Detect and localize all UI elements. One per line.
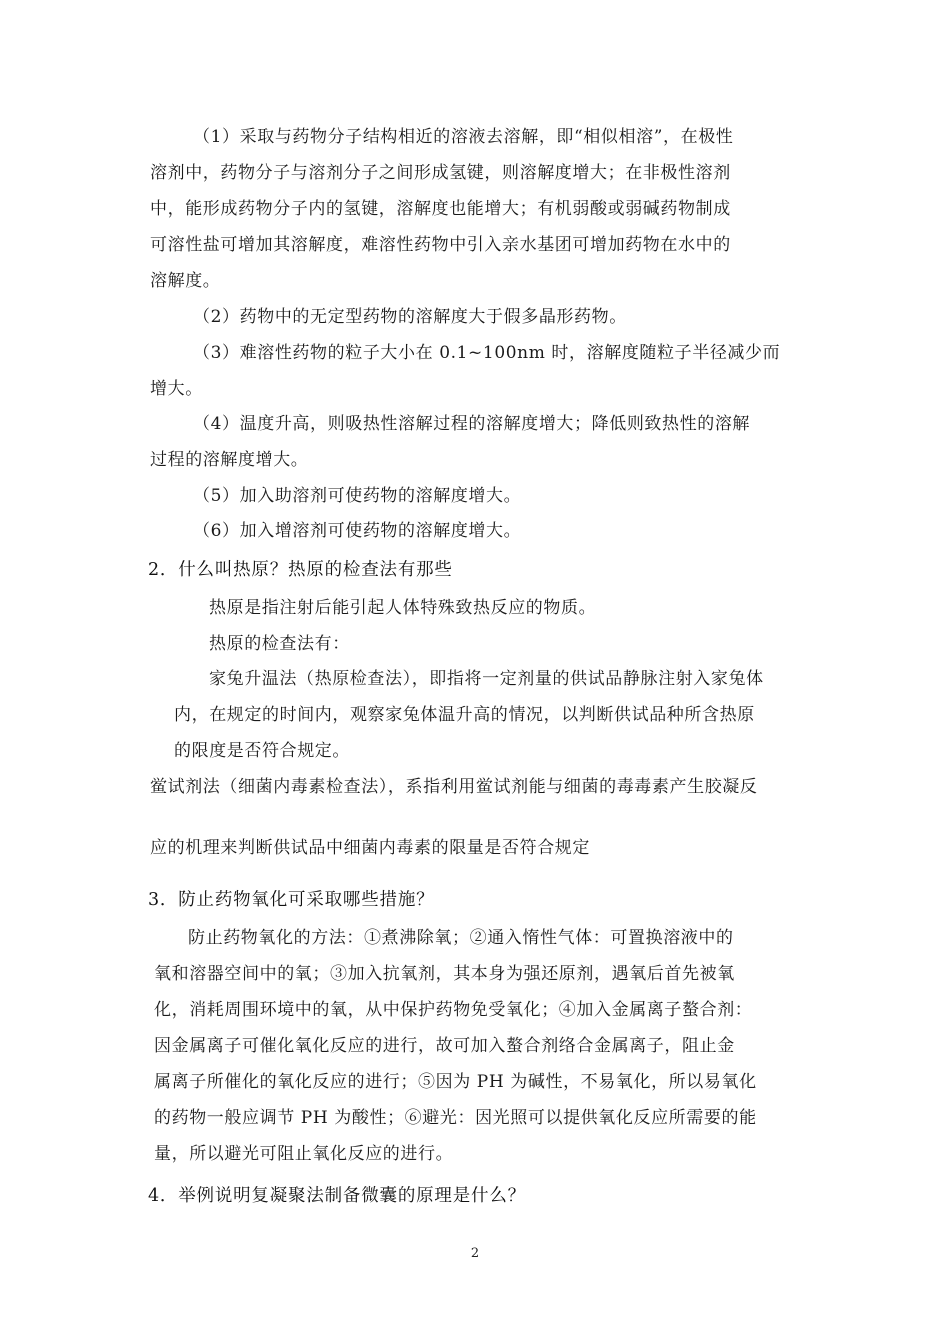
page-number: 2 [470,1246,480,1261]
question-title: 4．举例说明复凝聚法制备微囊的原理是什么？ [148,1186,526,1206]
paragraph-line: 溶解度。 [150,271,221,291]
paragraph-line: （1）采取与药物分子结构相近的溶液去溶解，即“相似相溶”，在极性 [193,127,734,147]
paragraph-line: 可溶性盐可增加其溶解度，难溶性药物中引入亲水基团可增加药物在水中的 [150,235,731,255]
paragraph-line: 溶剂中，药物分子与溶剂分子之间形成氢键，则溶解度增大；在非极性溶剂 [150,163,731,183]
question-title: 3．防止药物氧化可采取哪些措施？ [148,890,435,910]
paragraph-line: 热原的检查法有： [209,634,350,654]
paragraph-line: 量，所以避光可阻止氧化反应的进行。 [154,1144,454,1164]
question-title: 2．什么叫热原？热原的检查法有那些 [148,560,453,580]
paragraph-line: 热原是指注射后能引起人体特殊致热反应的物质。 [209,598,597,618]
paragraph-line: （6）加入增溶剂可使药物的溶解度增大。 [193,521,522,541]
paragraph-line: 内，在规定的时间内，观察家兔体温升高的情况，以判断供试品种所含热原 [174,705,755,725]
paragraph-line: 防止药物氧化的方法：①煮沸除氧；②通入惰性气体：可置换溶液中的 [188,928,734,948]
paragraph-line: 化，消耗周围环境中的氧，从中保护药物免受氧化；④加入金属离子螯合剂： [154,1000,753,1020]
paragraph-line: 的限度是否符合规定。 [174,741,350,761]
paragraph-line: 中，能形成药物分子内的氢键，溶解度也能增大；有机弱酸或弱碱药物制成 [150,199,731,219]
paragraph-line: 因金属离子可催化氧化反应的进行，故可加入螯合剂络合金属离子，阻止金 [154,1036,735,1056]
paragraph-line: 过程的溶解度增大。 [150,450,309,470]
paragraph-line: 氧和溶器空间中的氧；③加入抗氧剂，其本身为强还原剂，遇氧后首先被氧 [154,964,735,984]
paragraph-line: 家兔升温法（热原检查法），即指将一定剂量的供试品静脉注射入家兔体 [209,669,764,689]
paragraph-line: 增大。 [150,379,203,399]
paragraph-line: 鲎试剂法（细菌内毒素检查法），系指利用鲎试剂能与细菌的毒毒素产生胶凝反 [150,777,758,797]
paragraph-line: （3）难溶性药物的粒子大小在 0.1~100nm 时，溶解度随粒子半径减少而 [193,343,781,363]
paragraph-line: （4）温度升高，则吸热性溶解过程的溶解度增大；降低则致热性的溶解 [193,414,751,434]
paragraph-line: （2）药物中的无定型药物的溶解度大于假多晶形药物。 [193,307,627,327]
paragraph-line: （5）加入助溶剂可使药物的溶解度增大。 [193,486,522,506]
paragraph-line: 应的机理来判断供试品中细菌内毒素的限量是否符合规定 [150,838,590,858]
paragraph-line: 属离子所催化的氧化反应的进行；⑤因为 PH 为碱性，不易氧化，所以易氧化 [154,1072,757,1092]
paragraph-line: 的药物一般应调节 PH 为酸性；⑥避光：因光照可以提供氧化反应所需要的能 [154,1108,757,1128]
